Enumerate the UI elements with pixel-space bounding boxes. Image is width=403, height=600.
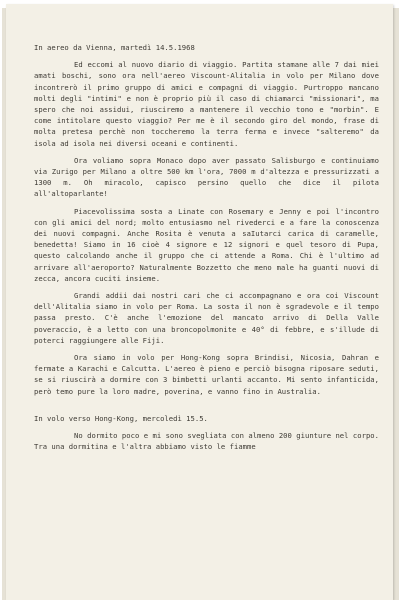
paragraph: Ora siamo in volo per Hong-Kong sopra Brindisi, Nicosia, Dahran e fermate a Karachi e Calcutta. L'aereo è pieno e perciò bisogna riposare seduti, se si riuscirà a dormire con 3 bimbetti urlanti accanto. Mi sento infanticida, però temo pure la loro madre, poverina, e vanno fino in Australia. <box>34 353 379 396</box>
entry-heading: In aereo da Vienna, martedì 14.5.1968 <box>34 43 195 52</box>
document-body <box>34 42 379 459</box>
paragraph: No dormito poco e mi sono svegliata con almeno 200 giunture nel corpo. Tra una dormitina e l'altra abbiamo visto le fiamme <box>34 431 379 452</box>
document-page <box>6 4 393 600</box>
paragraph: Ora voliamo sopra Monaco dopo aver passato Salisburgo e continuiamo via Zurigo per Milano a oltre 500 km l'ora, 7000 m d'altezza e pressurizzati a 1300 m. Oh miracolo, capisco persino quello che dice il pilota all'altoparlante! <box>34 155 379 199</box>
paragraph: Grandi addii dai nostri cari che ci accompagnano e ora coi Viscount dell'Alitalia siamo in volo per Roma. La sosta il non è sgradevole e il tempo passa presto. C'è anche l'emozione del mancato arrivo di Della Valle poveraccio, è a letto con una broncopolmonite e 40° di febbre, e s'illude di poterci raggiungere alle Fiji. <box>34 291 379 345</box>
paragraph: Ed eccomi al nuovo diario di viaggio. Partita stamane alle 7 dai miei amati boschi, sono ora nell'aereo Viscount-Alitalia in volo per Milano dove incontrerò il primo gruppo di amici e compagni di viaggio. Purtroppo mancano molti degli "intimi" e non è proprio più il caso di chiamarci "missionari", ma spero che noi assidui, riusciremo a mantenere il vecchio tono e "morbin". E come intitolare questo viaggio? Per me è il secondo giro del mondo, frase di molta pretesa perchè non toccheremo la terra ferma e invece "salteremo" da isola ad isola nei diversi oceani e continenti. <box>34 60 379 148</box>
section-gap <box>34 403 379 413</box>
paragraph: Piacevolissima sosta a Linate con Rosemary e Jenny e poi l'incontro con gli amici del nord; molto entusiasmo nel rivederci e a fare la conoscenza dei nuovi compagni. Anche Rosita è venuta a saIutarci carica di caramelle, benedetta! Siamo in 16 cioè 4 signore e 12 signori e quel tesoro di Pupa, questo calcolando anche il gruppo che ci attende a Roma. Chi è l'ultimo ad arrivare all'aeroporto? Naturalmente Bozzetto che meno male ha guanti nuovi di zecca, ancora cuciti insieme. <box>34 206 379 283</box>
entry-heading: In volo verso Hong-Kong, mercoledì 15.5. <box>34 413 208 423</box>
